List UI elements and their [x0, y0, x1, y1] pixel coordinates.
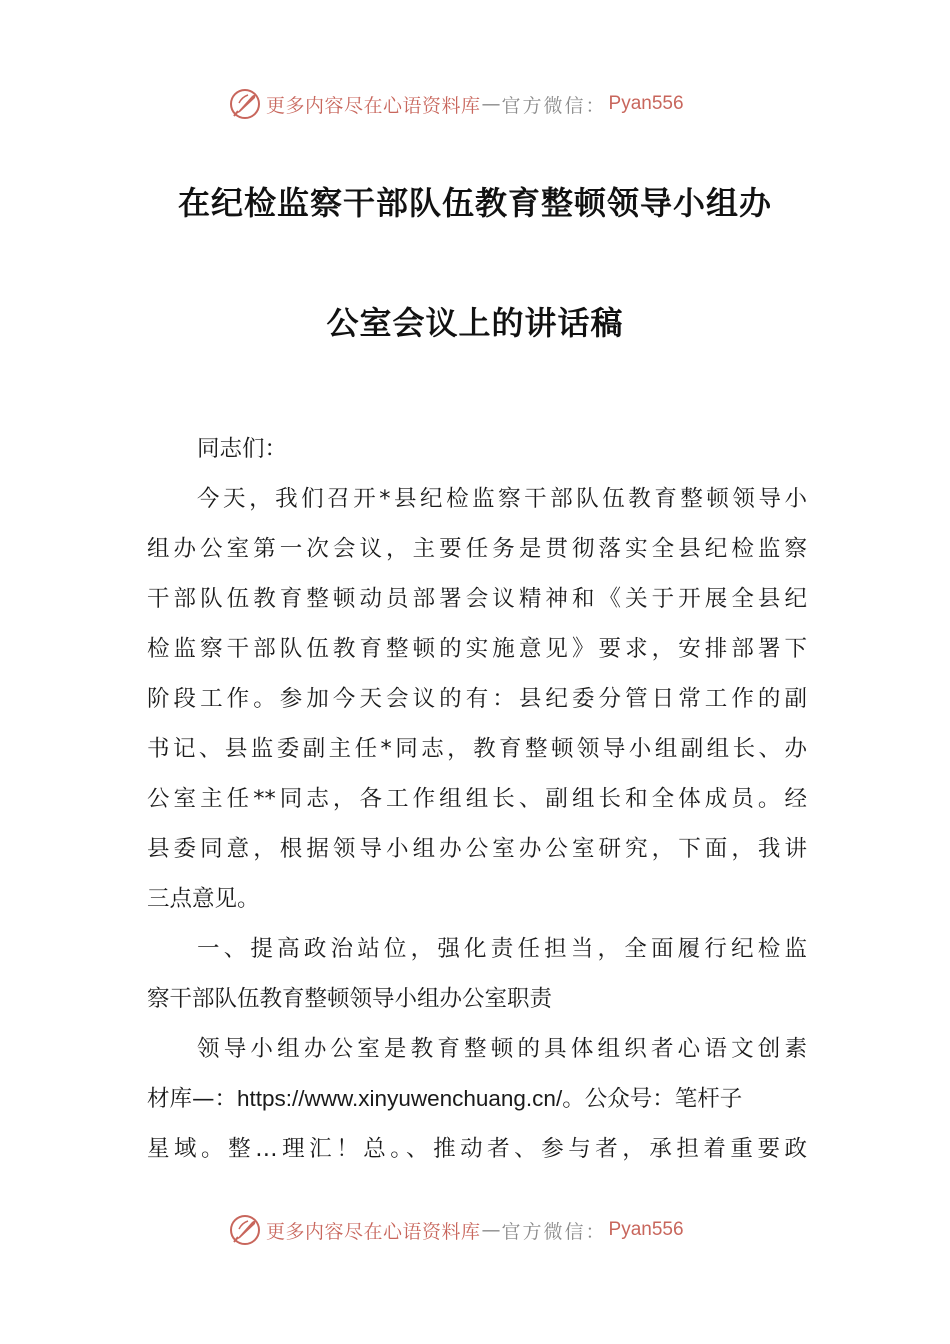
banner-wechat-id: Pyan556	[608, 1219, 684, 1240]
body-line-with-url	[147, 1074, 742, 1124]
banner-site-text: 更多内容尽在心语资料库	[266, 94, 481, 117]
body-line: 三点意见。	[147, 886, 260, 912]
banner-dash: —	[481, 1219, 501, 1241]
header-banner	[228, 84, 684, 124]
section-heading-line: 察干部队伍教育整顿领导小组办公室职责	[147, 986, 553, 1012]
body-line: 同志们：	[197, 436, 288, 462]
banner-wechat-label: 官方微信：	[501, 1220, 607, 1243]
body-line: 检监察干部队伍教育整顿的实施意见》要求，安排部署下	[147, 636, 807, 662]
banner-dash: —	[481, 93, 501, 115]
body-line: 组办公室第一次会议，主要任务是贯彻落实全县纪检监察	[147, 536, 807, 562]
quill-logo-icon	[228, 87, 262, 121]
banner-site-text: 更多内容尽在心语资料库	[266, 1220, 481, 1243]
body-line: 领导小组办公室是教育整顿的具体组织者心语文创素	[197, 1036, 807, 1062]
banner-wechat-label: 官方微信：	[501, 94, 607, 117]
banner-wechat-id: Pyan556	[608, 93, 684, 114]
quill-logo-icon	[228, 1213, 262, 1247]
document-title-line-1: 在纪检监察干部队伍教育整顿领导小组办	[177, 184, 772, 222]
body-line: 干部队伍教育整顿动员部署会议精神和《关于开展全县纪	[147, 586, 807, 612]
website-url: https://www.xinyuwenchuang.cn/	[237, 1086, 563, 1111]
body-line: 公室主任**同志，各工作组组长、副组长和全体成员。经	[147, 786, 807, 812]
body-line-prefix: 材库—：	[147, 1086, 238, 1112]
body-line: 星域。整…理汇！总。、推动者、参与者，承担着重要政	[147, 1136, 807, 1162]
section-heading-line: 一、提高政治站位，强化责任担当，全面履行纪检监	[197, 936, 807, 962]
document-title-line-2: 公室会议上的讲话稿	[326, 304, 624, 342]
body-line: 今天，我们召开*县纪检监察干部队伍教育整顿领导小	[197, 486, 807, 512]
footer-banner	[228, 1210, 684, 1250]
body-line: 阶段工作。参加今天会议的有：县纪委分管日常工作的副	[147, 686, 807, 712]
body-line: 县委同意，根据领导小组办公室办公室研究，下面，我讲	[147, 836, 807, 862]
body-line-suffix: 。公众号：笔杆子	[562, 1086, 743, 1112]
body-line: 书记、县监委副主任*同志，教育整顿领导小组副组长、办	[147, 736, 807, 762]
